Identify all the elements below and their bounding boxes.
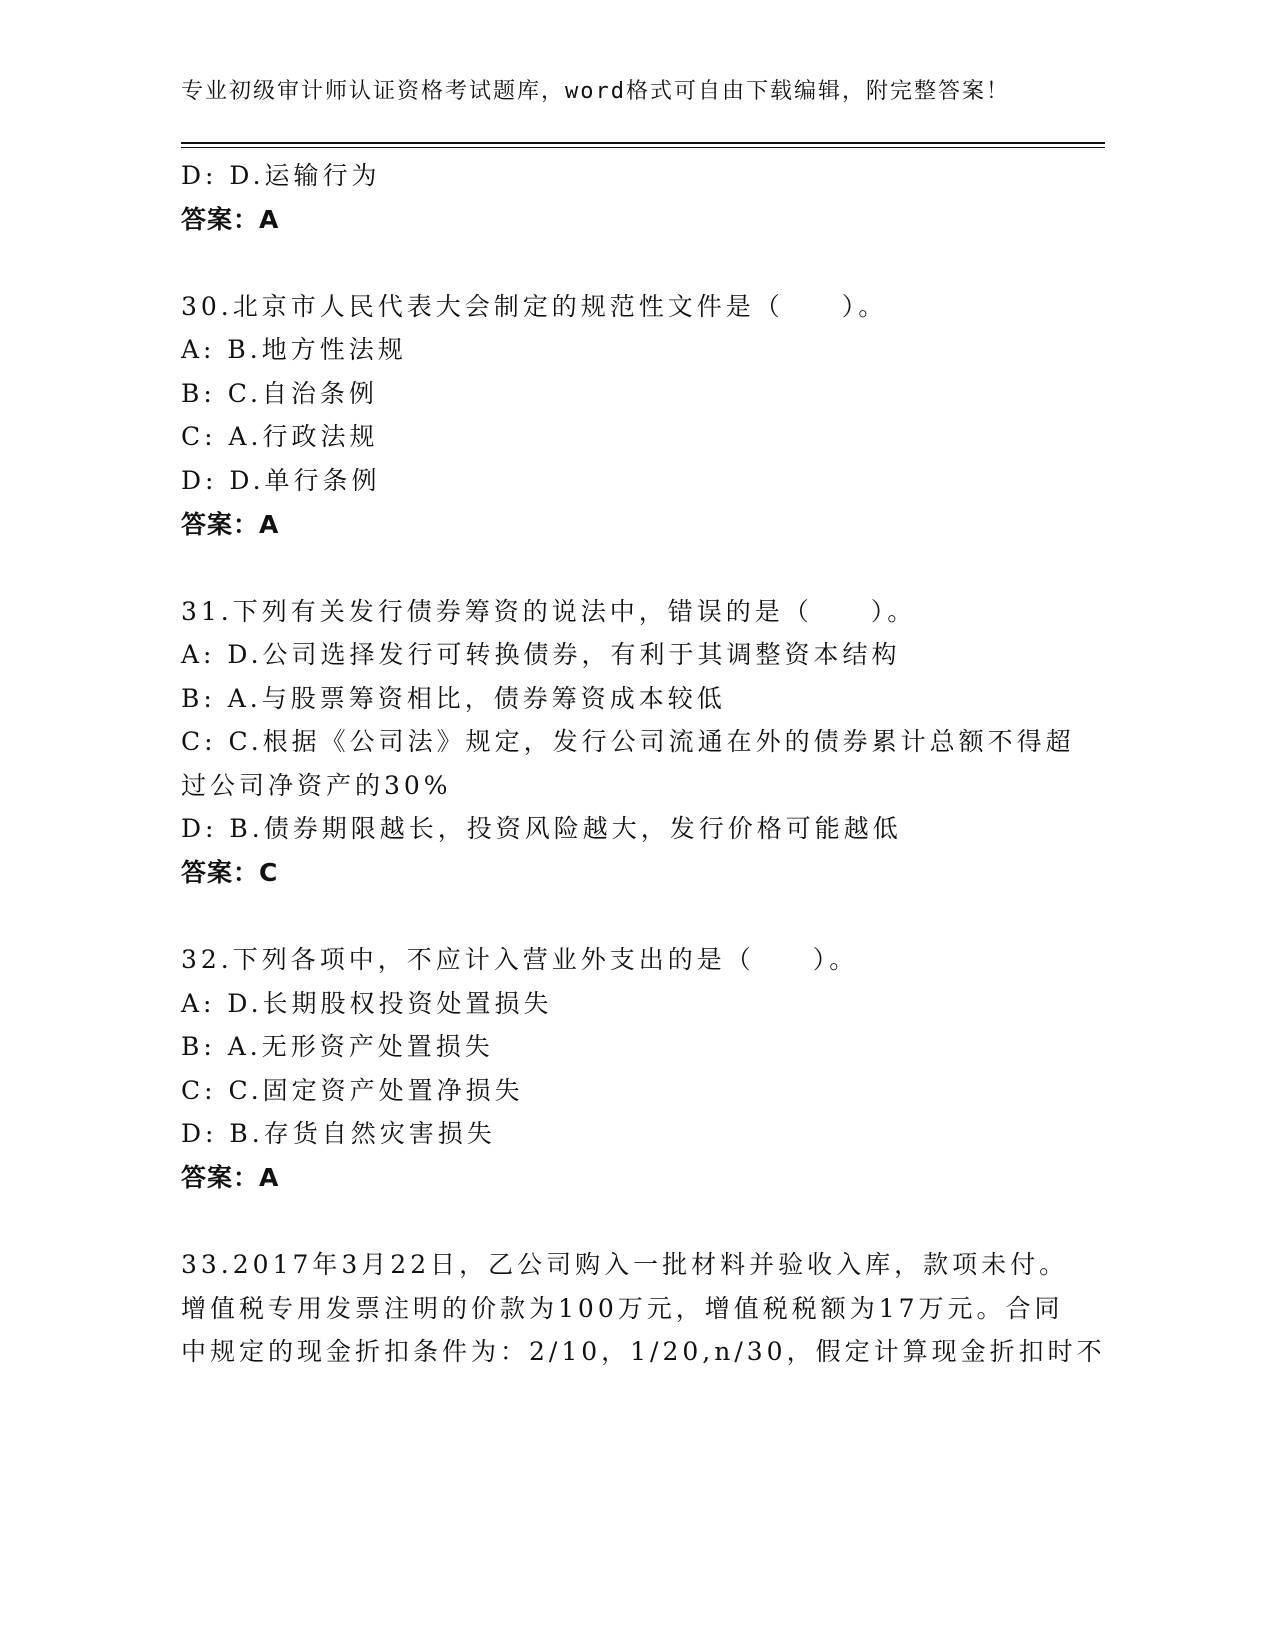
option-line: C: C.固定资产处置净损失 (181, 1076, 524, 1105)
option-line: A: B.地方性法规 (181, 335, 407, 364)
answer-line: 答案：A (181, 1163, 280, 1192)
question-line: 30.北京市人民代表大会制定的规范性文件是（ ）。 (181, 292, 888, 321)
question-line: 33.2017年3月22日，乙公司购入一批材料并验收入库，款项未付。 (181, 1250, 1069, 1279)
option-line: D: D.单行条例 (181, 466, 381, 495)
option-line: A: D.长期股权投资处置损失 (181, 989, 553, 1018)
option-line: D: B.债券期限越长，投资风险越大，发行价格可能越低 (181, 814, 902, 843)
option-line-continued: 过公司净资产的30% (181, 771, 452, 800)
question-line-continued: 增值税专用发票注明的价款为100万元，增值税税额为17万元。合同 (181, 1294, 1064, 1323)
option-line: A: D.公司选择发行可转换债券，有利于其调整资本结构 (181, 640, 901, 669)
option-line: B: C.自治条例 (181, 379, 378, 408)
question-line: 31.下列有关发行债券筹资的说法中，错误的是（ ）。 (181, 597, 917, 626)
option-line: C: A.行政法规 (181, 422, 379, 451)
page-header: 专业初级审计师认证资格考试题库，word格式可自由下载编辑，附完整答案！ (181, 79, 1010, 104)
option-line: D: D.运输行为 (181, 161, 381, 190)
option-line: B: A.与股票筹资相比，债券筹资成本较低 (181, 684, 726, 713)
question-line: 32.下列各项中，不应计入营业外支出的是（ ）。 (181, 945, 859, 974)
answer-line: 答案：A (181, 205, 280, 234)
option-line: C: C.根据《公司法》规定，发行公司流通在外的债券累计总额不得超 (181, 727, 1075, 756)
answer-line: 答案：C (181, 858, 279, 887)
option-line: D: B.存货自然灾害损失 (181, 1119, 496, 1148)
answer-line: 答案：A (181, 510, 280, 539)
header-divider (181, 142, 1105, 148)
question-line-continued: 中规定的现金折扣条件为：2/10，1/20,n/30，假定计算现金折扣时不 (181, 1337, 1106, 1366)
option-line: B: A.无形资产处置损失 (181, 1032, 494, 1061)
